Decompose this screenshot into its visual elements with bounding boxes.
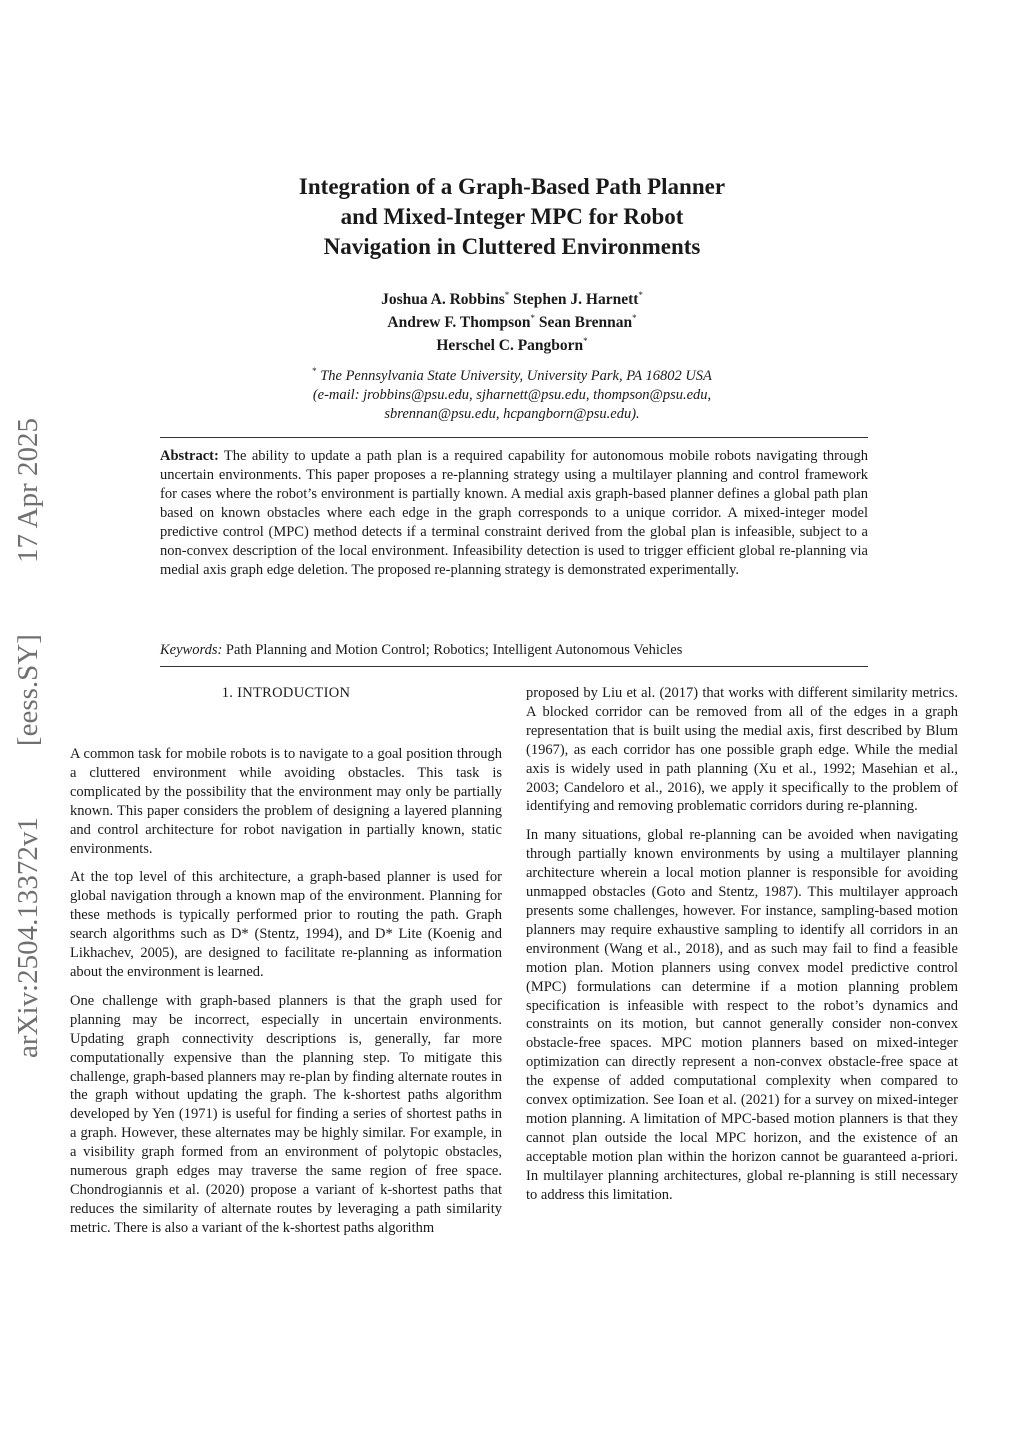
keywords xyxy=(160,641,868,660)
paragraph: In many situations, global re-planning can be avoided when navigating through partially known environments by using a multilayer planning architecture wherein a local motion planner is responsible for avoiding unmapped obstacles (Goto and Stentz, 1987). This multilayer approach presents some challenges, however. For instance, sampling-based motion planners may require exhaustive sampling to identify all corridors in an environment (Wang et al., 2018), and as such may fail to find a feasible motion plan. Motion planners using convex model predictive control (MPC) formulations can determine if a motion planning problem specification is infeasible with respect to the robot’s dynamics and constraints on its motion, but cannot generally consider non-convex obstacle-free spaces. MPC motion planners based on mixed-integer optimization can directly represent a non-convex obstacle-free space at the expense of added computational complexity when compared to convex optimization. See Ioan et al. (2021) for a survey on mixed-integer motion planning. A limitation of MPC-based motion planners is that they cannot plan outside the local MPC horizon, and the existence of an acceptable motion plan within the horizon cannot be guaranteed a-priori. In multilayer planning architectures, global re-planning is still necessary to address this limitation. xyxy=(526,827,958,1203)
abstract-top-rule xyxy=(160,437,868,438)
affiliation-block: * The Pennsylvania State University, University Park, PA 16802 USA (e-mail: jrobbins@psu.edu, sjharnett@psu.edu, thompson@psu.edu, sbrennan@psu.edu, hcpangborn@psu.edu). xyxy=(150,362,874,424)
author: Stephen J. Harnett xyxy=(513,291,639,309)
title-line: and Mixed-Integer MPC for Robot xyxy=(340,204,684,229)
right-column xyxy=(526,684,958,1214)
abstract-label: Abstract: xyxy=(160,448,219,464)
title-line: Integration of a Graph-Based Path Planner xyxy=(298,174,726,199)
abstract xyxy=(160,447,868,580)
author: Herschel C. Pangborn xyxy=(436,337,584,355)
author-list: Joshua A. Robbins* Stephen J. Harnett* Andrew F. Thompson* Sean Brennan* Herschel C. Pangborn* xyxy=(381,290,643,355)
affiliation: The Pennsylvania State University, University Park, PA 16802 USA xyxy=(320,367,712,384)
keywords-label: Keywords: xyxy=(160,642,223,658)
arxiv-category: [eess.SY] xyxy=(12,634,44,747)
paragraph: One challenge with graph-based planners is that the graph used for planning may be incorrect, especially in uncertain environments. Updating graph connectivity descriptions is, generally, far more computationally expensive than the planning step. To mitigate this challenge, graph-based planners may re-plan by finding alternate routes in the graph without updating the graph. The k-shortest paths algorithm developed by Yen (1971) is useful for finding a series of shortest paths in a graph. However, these alternates may be highly similar. For example, in a visibility graph formed from an environment of polytopic obstacles, numerous graph edges may traverse the same region of free space. Chondrogiannis et al. (2020) propose a variant of k-shortest paths that reduces the similarity of alternate routes by leveraging a path similarity metric. There is also a variant of the k-shortest paths algorithm xyxy=(70,992,502,1236)
paragraph: At the top level of this architecture, a graph-based planner is used for global navigation through a known map of the environment. Planning for these methods is typically performed prior to routing the path. Graph search algorithms such as D* (Stentz, 1994), and D* Lite (Koenig and Likhachev, 2005), are designed to facilitate re-planning as information about the environment is learned. xyxy=(70,869,502,980)
arxiv-date: 17 Apr 2025 xyxy=(12,418,44,564)
paragraph: proposed by Liu et al. (2017) that works with different similarity metrics. A blocked corridor can be removed from all of the edges in a graph representation that is built using the medial axis, first described by Blum (1967), as each corridor has one possible graph edge. While the medial axis is widely used in path planning (Xu et al., 1992; Masehian et al., 2003; Candeloro et al., 2016), we apply it specifically to the problem of identifying and removing problematic corridors during re-planning. xyxy=(526,685,958,815)
arxiv-sidebar-stamp xyxy=(12,418,45,1058)
author: Andrew F. Thompson xyxy=(387,314,531,332)
author: Joshua A. Robbins xyxy=(381,291,505,309)
keywords-text: Path Planning and Motion Control; Robotics; Intelligent Autonomous Vehicles xyxy=(225,642,683,658)
paper-title xyxy=(150,172,874,262)
email-line: (e-mail: jrobbins@psu.edu, sjharnett@psu.edu, thompson@psu.edu, xyxy=(312,386,712,403)
arxiv-id: arXiv:2504.13372v1 xyxy=(12,817,44,1058)
author: Sean Brennan xyxy=(538,314,633,332)
abstract-bottom-rule xyxy=(160,666,868,667)
abstract-text: The ability to update a path plan is a required capability for autonomous mobile robots navigating through uncertain environments. This paper proposes a re-planning strategy using a multilayer planning and control framework for cases where the robot’s environment is partially known. A medial axis graph-based planner defines a global path plan based on known obstacles where each edge in the graph corresponds to a unique corridor. A mixed-integer model predictive control (MPC) method detects if a terminal constraint derived from the global plan is infeasible, subject to a non-convex description of the local environment. Infeasibility detection is used to trigger efficient global re-planning via medial axis graph edge deletion. The proposed re-planning strategy is demonstrated experimentally. xyxy=(160,448,868,578)
section-heading: 1. INTRODUCTION xyxy=(221,685,351,701)
left-column xyxy=(70,684,502,1248)
title-line: Navigation in Cluttered Environments xyxy=(323,234,701,259)
email-line: sbrennan@psu.edu, hcpangborn@psu.edu). xyxy=(384,405,640,422)
paragraph: A common task for mobile robots is to navigate to a goal position through a cluttered environment while avoiding obstacles. This task is complicated by the possibility that the environment may only be partially known. This paper considers the problem of designing a layered planning and control architecture for robot navigation in partially known, static environments. xyxy=(70,746,502,857)
